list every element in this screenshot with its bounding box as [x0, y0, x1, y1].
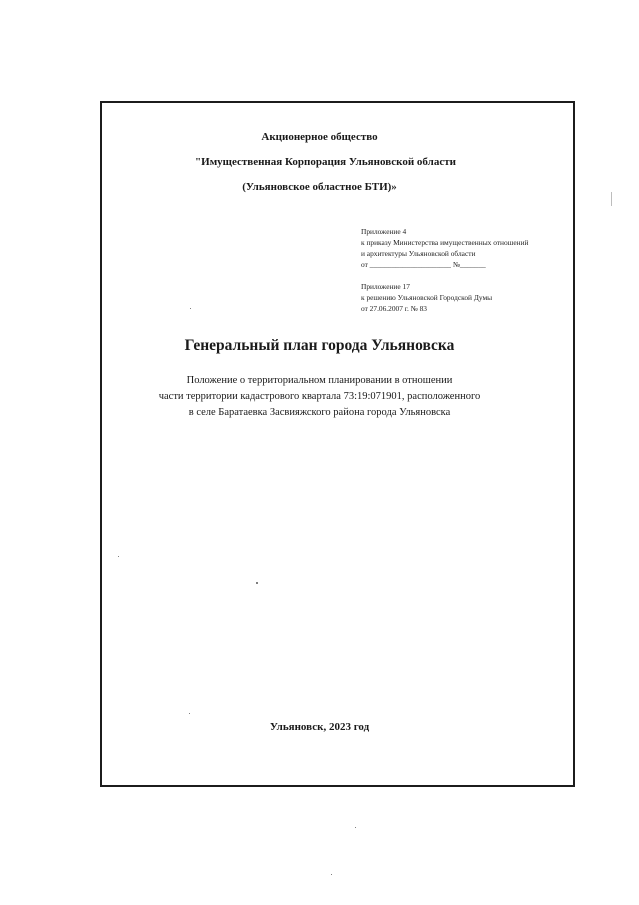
annex-decision-number: Приложение 17 [361, 282, 410, 291]
subtitle-line-1: Положение о территориальном планировании в отношении [186, 375, 453, 386]
org-type: Акционерное общество [261, 131, 378, 143]
org-subname: (Ульяновское областное БТИ)» [242, 181, 397, 193]
scan-speck [256, 582, 258, 584]
scan-speck [331, 874, 332, 875]
city-year: Ульяновск, 2023 год [269, 721, 370, 733]
document-title: Генеральный план города Ульяновска [184, 337, 455, 354]
annex-decision-note [361, 281, 492, 314]
annex-decision-date: от 27.06.2007 г. № 83 [361, 304, 427, 313]
org-name: "Имущественная Корпорация Ульяновской области [195, 156, 456, 168]
scan-edge-mark [611, 192, 612, 206]
document-border [100, 101, 575, 787]
annex-order-number: Приложение 4 [361, 227, 407, 236]
scan-speck [190, 308, 191, 309]
scan-speck [189, 713, 190, 714]
annex-order-note [361, 226, 529, 270]
scan-speck [118, 556, 119, 557]
annex-order-region: и архитектуры Ульяновской области [361, 249, 476, 258]
annex-decision-duma: к решению Ульяновской Городской Думы [361, 293, 493, 302]
subtitle-line-2: части территории кадастрового квартала 73:19:071901, расположенного [158, 391, 481, 402]
annex-order-date: от ______________________ №_______ [361, 260, 486, 269]
annex-order-ministry: к приказу Министерства имущественных отношений [361, 238, 529, 247]
scan-speck [355, 827, 356, 828]
subtitle-line-3: в селе Баратаевка Засвияжского района города Ульяновска [188, 407, 451, 418]
